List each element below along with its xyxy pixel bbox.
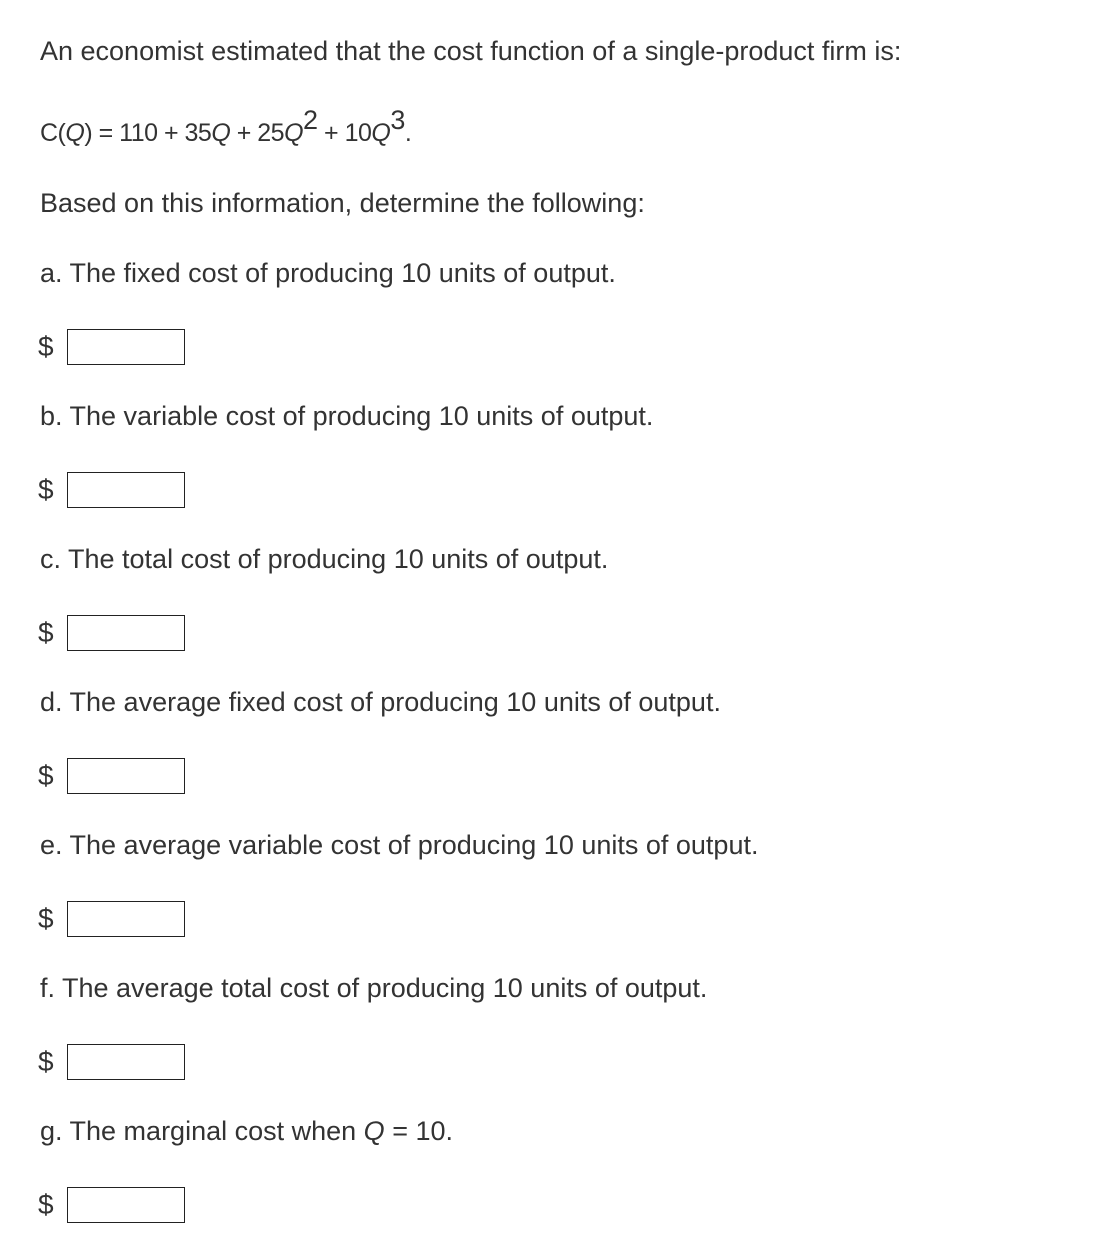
question-g-label-suffix: = 10. [384, 1116, 453, 1146]
formula-exponent-2: 2 [303, 105, 318, 135]
answer-row-g [38, 1186, 185, 1224]
answer-input-d[interactable] [67, 758, 185, 794]
answer-row-c [38, 614, 185, 652]
answer-input-b[interactable] [67, 472, 185, 508]
formula-var-q: Q [211, 119, 231, 147]
question-g-label-prefix: g. The marginal cost when [40, 1116, 364, 1146]
dollar-sign: $ [38, 617, 54, 648]
formula-term2-prefix: + 25 [230, 119, 285, 147]
dollar-sign: $ [38, 1189, 54, 1220]
question-e-label: e. The average variable cost of producing 10 units of output. [40, 830, 759, 860]
question-g-label [40, 1114, 453, 1148]
question-b-label: b. The variable cost of producing 10 units of output. [40, 401, 654, 431]
answer-row-e [38, 900, 185, 938]
dollar-sign: $ [38, 903, 54, 934]
dollar-sign: $ [38, 760, 54, 791]
answer-row-d [38, 757, 185, 795]
dollar-sign: $ [38, 474, 54, 505]
dollar-sign: $ [38, 1046, 54, 1077]
problem-intro: An economist estimated that the cost function of a single-product firm is: [40, 36, 902, 66]
cost-function-formula [40, 105, 412, 150]
answer-input-c[interactable] [67, 615, 185, 651]
answer-row-f [38, 1043, 185, 1081]
dollar-sign: $ [38, 331, 54, 362]
answer-input-e[interactable] [67, 901, 185, 937]
answer-input-f[interactable] [67, 1044, 185, 1080]
answer-row-a [38, 328, 185, 366]
instruction-text: Based on this information, determine the following: [40, 188, 645, 218]
formula-term3-prefix: + 10 [317, 119, 372, 147]
question-c-label: c. The total cost of producing 10 units of output. [40, 544, 609, 574]
formula-exponent-3: 3 [390, 105, 405, 135]
question-a-label: a. The fixed cost of producing 10 units of output. [40, 258, 616, 288]
answer-input-g[interactable] [67, 1187, 185, 1223]
question-d-label: d. The average fixed cost of producing 10 units of output. [40, 687, 721, 717]
question-g-var-q: Q [363, 1116, 385, 1146]
formula-var-q: Q [371, 119, 391, 147]
formula-var-q: Q [65, 119, 85, 147]
question-f-label: f. The average total cost of producing 10 units of output. [40, 973, 708, 1003]
answer-input-a[interactable] [67, 329, 185, 365]
formula-lhs-suffix: ) = 110 + 35 [84, 119, 212, 147]
formula-lhs-prefix: C( [40, 119, 66, 147]
answer-row-b [38, 471, 185, 509]
formula-var-q: Q [284, 119, 304, 147]
formula-end: . [404, 119, 412, 147]
